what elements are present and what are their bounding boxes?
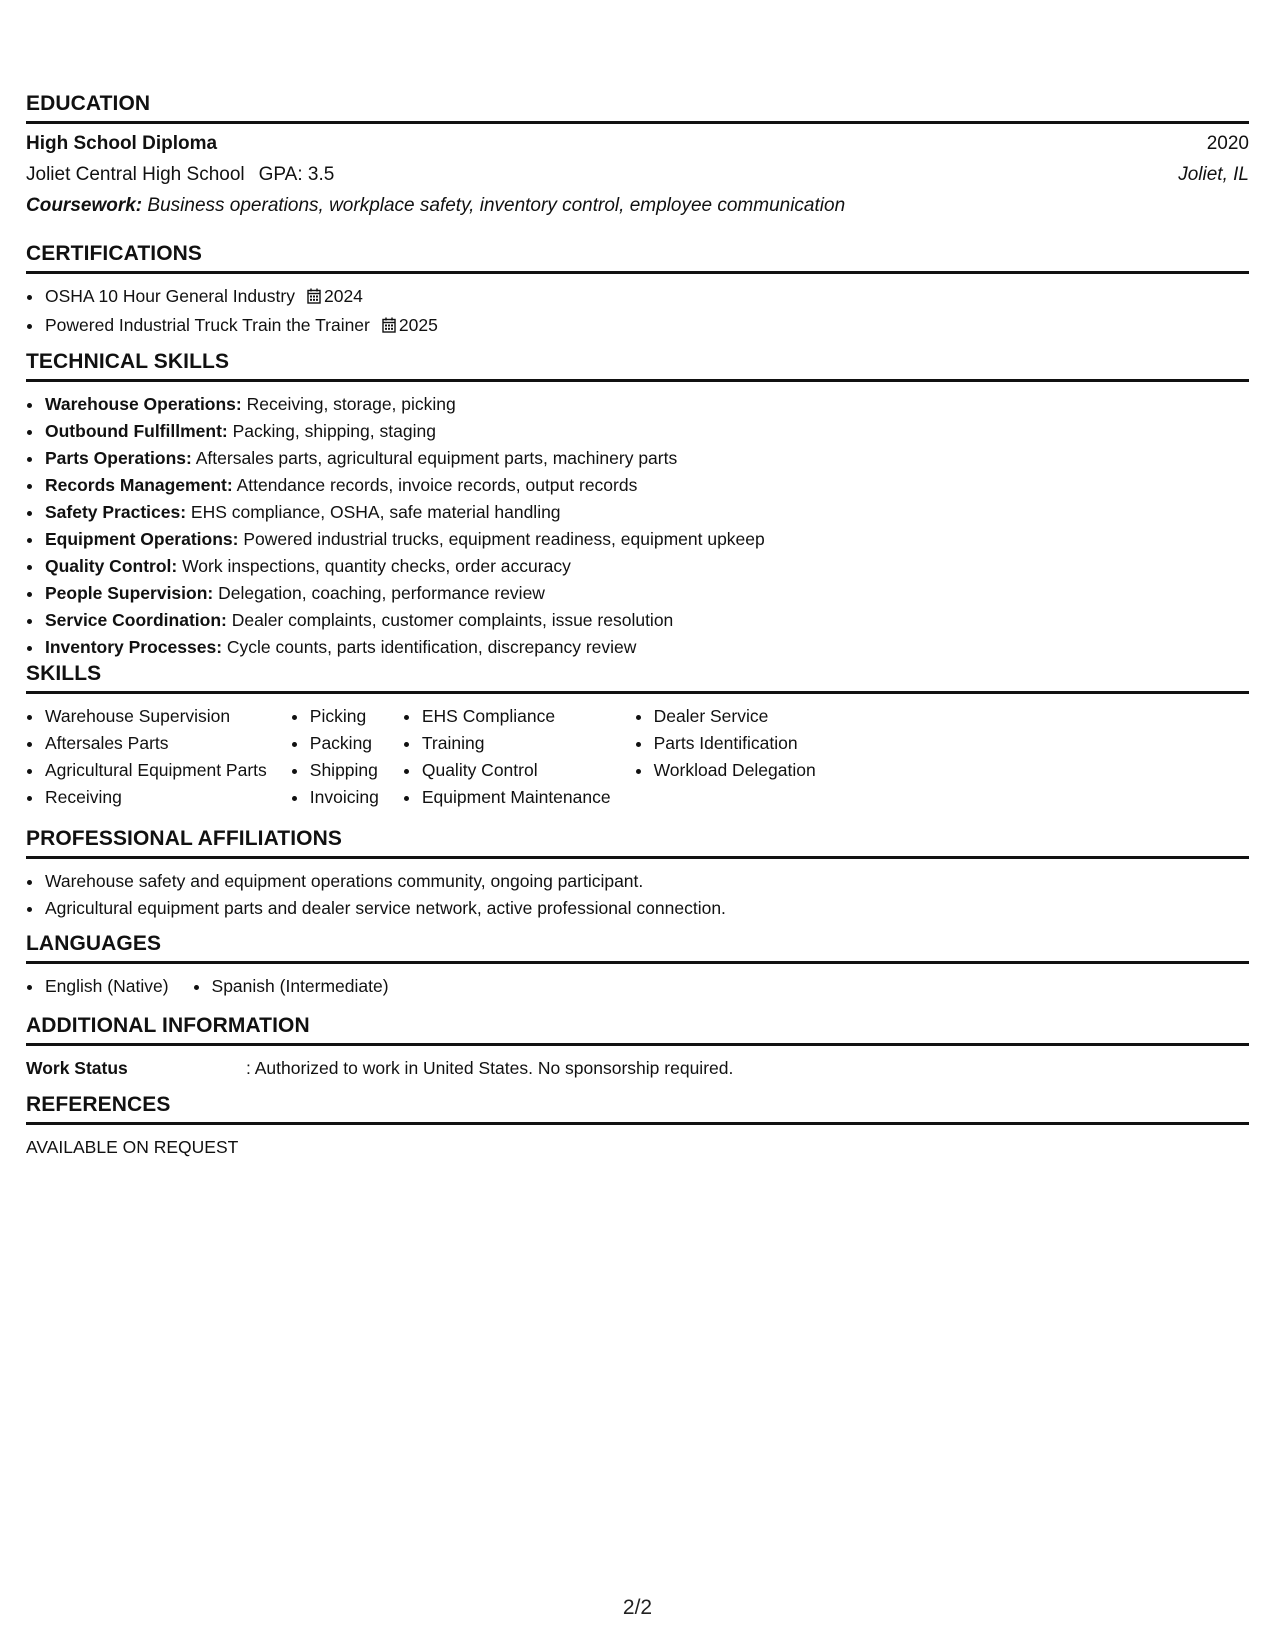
certifications-section bbox=[26, 242, 1249, 350]
skill-label: Service Coordination: bbox=[45, 610, 227, 630]
skill-item: • Receiving bbox=[44, 784, 267, 811]
skill-label: Quality Control: bbox=[45, 556, 178, 576]
skills-section bbox=[26, 662, 1249, 827]
coursework-label: Coursework: bbox=[26, 195, 143, 216]
skill-label: Equipment Operations: bbox=[45, 529, 239, 549]
skill-text: Packing, shipping, staging bbox=[227, 421, 436, 441]
certification-name: OSHA 10 Hour General Industry bbox=[45, 286, 295, 306]
resume-page bbox=[26, 92, 1249, 1161]
skill-label: Outbound Fulfillment: bbox=[45, 421, 228, 441]
skill-text: Powered industrial trucks, equipment readiness, equipment upkeep bbox=[238, 529, 765, 549]
languages-section bbox=[26, 932, 1249, 1014]
skills-column bbox=[26, 703, 267, 811]
technical-skill-item bbox=[44, 607, 1249, 634]
technical-skill-item bbox=[44, 580, 1249, 607]
technical-skills-section bbox=[26, 350, 1249, 662]
section-heading: PROFESSIONAL AFFILIATIONS bbox=[26, 827, 1249, 859]
work-status-value: : Authorized to work in United States. No sponsorship required. bbox=[246, 1058, 734, 1078]
graduation-year: 2020 bbox=[1206, 133, 1249, 154]
skill-label: Warehouse Operations: bbox=[45, 394, 242, 414]
skills-grid bbox=[26, 703, 1249, 811]
section-heading: LANGUAGES bbox=[26, 932, 1249, 964]
school-name: Joliet Central High School bbox=[26, 164, 245, 185]
references-text: AVAILABLE ON REQUEST bbox=[26, 1137, 239, 1157]
section-heading: EDUCATION bbox=[26, 92, 1249, 124]
skill-item: • Warehouse Supervision bbox=[44, 703, 267, 730]
affiliation-item: • Warehouse safety and equipment operations community, ongoing participant. bbox=[44, 868, 1249, 895]
skill-label: People Supervision: bbox=[45, 583, 214, 603]
technical-skill-item bbox=[44, 472, 1249, 499]
skill-item: • Quality Control bbox=[421, 757, 611, 784]
technical-skills-list bbox=[26, 391, 1249, 661]
school-row bbox=[26, 155, 1249, 186]
skill-text: Delegation, coaching, performance review bbox=[213, 583, 545, 603]
certification-year: 2025 bbox=[398, 315, 438, 335]
calendar-icon bbox=[382, 314, 396, 341]
skill-text: Aftersales parts, agricultural equipment parts, machinery parts bbox=[191, 448, 678, 468]
languages-list bbox=[26, 973, 1249, 1000]
calendar-icon bbox=[307, 285, 321, 312]
technical-skill-item bbox=[44, 445, 1249, 472]
section-heading: SKILLS bbox=[26, 662, 1249, 694]
skill-item: • Invoicing bbox=[309, 784, 379, 811]
skill-text: EHS compliance, OSHA, safe material handling bbox=[186, 502, 561, 522]
coursework bbox=[26, 195, 1249, 217]
certification-year: 2024 bbox=[323, 286, 363, 306]
certification-name: Powered Industrial Truck Train the Trainer bbox=[45, 315, 370, 335]
school-info bbox=[26, 164, 334, 186]
technical-skill-item bbox=[44, 634, 1249, 661]
technical-skill-item bbox=[44, 391, 1249, 418]
skill-item: • Training bbox=[421, 730, 611, 757]
certifications-list bbox=[26, 283, 1249, 341]
skill-text: Cycle counts, parts identification, discrepancy review bbox=[222, 637, 637, 657]
certification-item bbox=[44, 283, 1249, 312]
section-heading: CERTIFICATIONS bbox=[26, 242, 1249, 274]
references-section bbox=[26, 1093, 1249, 1161]
certification-item bbox=[44, 312, 1249, 341]
skill-item: • Agricultural Equipment Parts bbox=[44, 757, 267, 784]
skill-text: Attendance records, invoice records, output records bbox=[232, 475, 638, 495]
education-section bbox=[26, 92, 1249, 242]
skills-column bbox=[635, 703, 816, 811]
technical-skill-item bbox=[44, 553, 1249, 580]
skill-item: • Picking bbox=[309, 703, 379, 730]
affiliations-list bbox=[26, 868, 1249, 922]
skill-item: • Packing bbox=[309, 730, 379, 757]
language-item: • English (Native) bbox=[44, 973, 169, 1000]
skills-column bbox=[291, 703, 379, 811]
work-status-label: Work Status bbox=[26, 1058, 128, 1078]
skill-item: • Parts Identification bbox=[653, 730, 816, 757]
skill-label: Inventory Processes: bbox=[45, 637, 223, 657]
skill-text: Dealer complaints, customer complaints, issue resolution bbox=[226, 610, 674, 630]
section-heading: REFERENCES bbox=[26, 1093, 1249, 1125]
degree: High School Diploma bbox=[26, 133, 218, 154]
skill-item: • Workload Delegation bbox=[653, 757, 816, 784]
affiliations-section bbox=[26, 827, 1249, 932]
skill-item: • Shipping bbox=[309, 757, 379, 784]
education-row bbox=[26, 133, 1249, 155]
gpa: GPA: 3.5 bbox=[258, 164, 335, 185]
language-item: • Spanish (Intermediate) bbox=[211, 973, 389, 1000]
school-location: Joliet, IL bbox=[1178, 164, 1249, 185]
section-heading: TECHNICAL SKILLS bbox=[26, 350, 1249, 382]
work-status-row bbox=[26, 1055, 1249, 1082]
additional-info-section bbox=[26, 1014, 1249, 1093]
skill-item: • EHS Compliance bbox=[421, 703, 611, 730]
technical-skill-item bbox=[44, 499, 1249, 526]
skills-column bbox=[403, 703, 611, 811]
technical-skill-item bbox=[44, 526, 1249, 553]
section-heading: ADDITIONAL INFORMATION bbox=[26, 1014, 1249, 1046]
skill-text: Work inspections, quantity checks, order accuracy bbox=[177, 556, 571, 576]
skill-label: Safety Practices: bbox=[45, 502, 187, 522]
skill-item: • Equipment Maintenance bbox=[421, 784, 611, 811]
page-number: 2/2 bbox=[622, 1596, 653, 1619]
skill-item: • Aftersales Parts bbox=[44, 730, 267, 757]
coursework-text: Business operations, workplace safety, inventory control, employee communication bbox=[142, 195, 846, 216]
skill-text: Receiving, storage, picking bbox=[241, 394, 456, 414]
skill-label: Parts Operations: bbox=[45, 448, 192, 468]
skill-item: • Dealer Service bbox=[653, 703, 816, 730]
affiliation-item: • Agricultural equipment parts and dealer service network, active professional connection. bbox=[44, 895, 1249, 922]
skill-label: Records Management: bbox=[45, 475, 233, 495]
technical-skill-item bbox=[44, 418, 1249, 445]
